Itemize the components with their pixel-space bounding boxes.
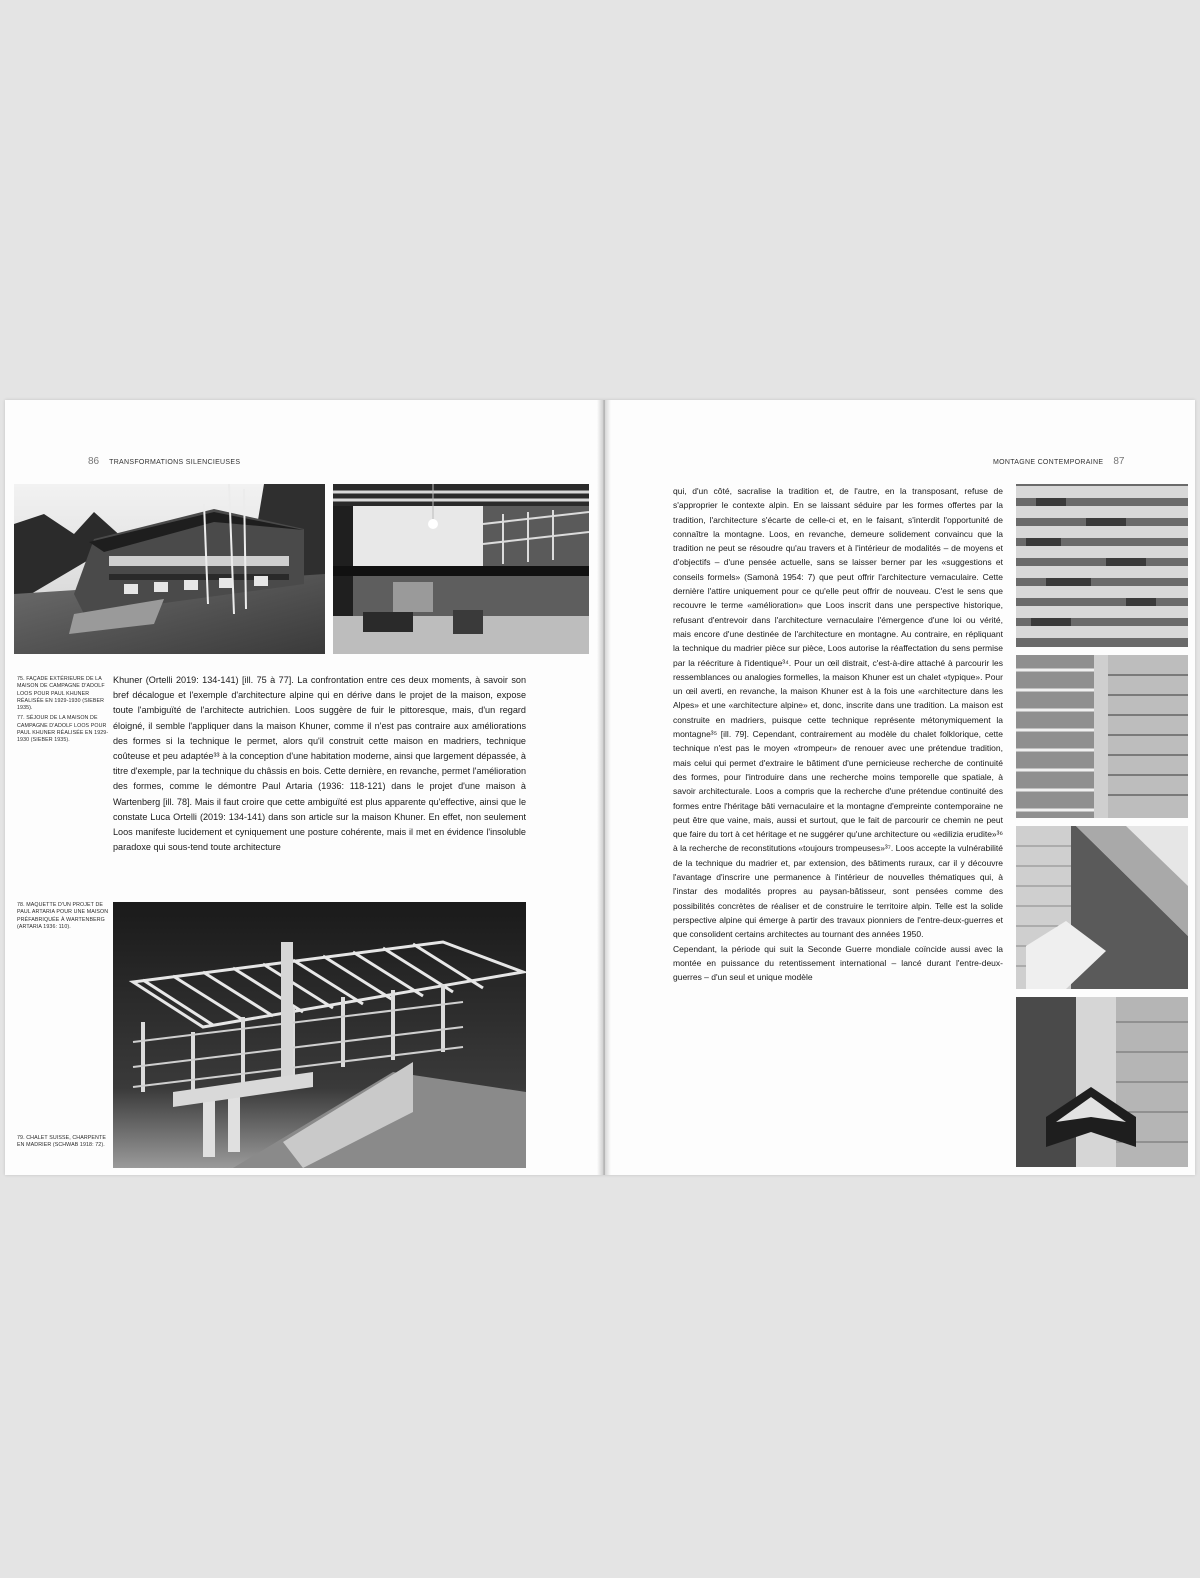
left-running-head — [88, 456, 240, 467]
right-body-text — [673, 484, 1003, 984]
captions-upper — [17, 676, 109, 748]
book-spread — [5, 400, 1195, 1175]
photo-chalet-interior — [333, 484, 589, 654]
caption-ill-78-block — [17, 902, 109, 934]
left-body-paragraph: Khuner (Ortelli 2019: 134-141) [ill. 75 à 77]. La confrontation entre ces deux moments, à savoir son bref décalogue et l'exemple d'architecture alpine qui en dérive dans le projet de la maison, expose toute l'ambiguïté de l'architecte autrichien. Loos suggère de fuir le pittoresque, mais, d'un regard éloigné, il semble l'appliquer dans la maison Khuner, comme il n'est pas contraire aux améliorations des formes si la technique le permet, alors qu'il construit cette maison en madriers, technique coûteuse et peu adaptée³³ à la conception d'une habitation moderne, ainsi que largement dépassée, à titre d'exemple, par la technique du châssis en bois. Cette dernière, en revanche, permet l'amélioration des formes, comme le démontre Paul Artaria (1936: 118-121) dans le projet d'une maison à Wartenberg [ill. 78]. Mais il faut croire que cette ambiguïté est plus apparente qu'effective, ainsi que le constate Luca Ortelli (2019: 134-141) dans son article sur la maison Khuner. En effet, non seulement Loos manifeste lucidement et cyniquement une posture cohérente, mais il met en évidence l'insoluble paradoxe qui sous-tend toute architecture — [113, 675, 526, 853]
book-gutter — [597, 400, 611, 1175]
right-page-number: 87 — [1113, 456, 1125, 467]
caption-ill-77: 77. SÉJOUR DE LA MAISON DE CAMPAGNE D'ADOLF LOOS POUR PAUL KHUNER RÉALISÉE EN 1929-1930 (SIEBER 1935). — [17, 715, 109, 744]
caption-ill-79-block — [17, 1135, 109, 1153]
photo-log-corner-4 — [1016, 997, 1188, 1167]
right-running-head — [993, 456, 1124, 467]
photo-log-corner-2 — [1016, 655, 1188, 818]
photo-chalet-exterior — [14, 484, 325, 654]
photo-artaria-model — [113, 902, 526, 1168]
caption-ill-78: 78. MAQUETTE D'UN PROJET DE PAUL ARTARIA POUR UNE MAISON PRÉFABRIQUÉE À WARTENBERG (ARTARIA 1936: 110). — [17, 902, 109, 930]
right-body-paragraph-1: qui, d'un côté, sacralise la tradition et, de l'autre, en la transposant, refuse de s'approprier le contexte alpin. En se laissant séduire par les formes offertes par la tradition, l'architecture s'écarte de celle-ci et, en le faisant, s'interdit l'opportunité de connaître la montagne. Loos, en revanche, demeure solidement convaincu que la tradition ne peut se résoudre qu'au travers et à l'intérieur de modalités – de moyens et d'objectifs – d'une pensée actuelle, sans se laisser berner par les «suggestions et conseils formels» (Samonà 1954: 7) que peut offrir l'architecture vernaculaire. Cette dernière l'attire uniquement pour ce qu'elle peut offrir de nouveau. C'est le sens que recouvre le terme «amélioration» que Loos inscrit dans une perspective historique, refusant d'entrevoir dans l'architecture vernaculaire l'émergence d'une loi ou vérité, mais encore d'une destinée de l'architecture en montagne. Au contraire, en répliquant la technique du madrier pièce sur pièce, Loos autorise la réaffectation du sens permise par la réécriture à l'identique³⁴. Pour un œil distrait, c'est-à-dire attaché à parcourir les ressemblances ou analogies formelles, la maison Khuner est un chalet «typique». Pour un œil averti, en revanche, la maison Khuner est à la fois une «architecture dans les Alpes» et une «architecture alpine» et, donc, inscrite dans une tradition. La maison est construite en madriers, puisque cette technique représente métonymiquement la montagne³⁵ [ill. 79]. Cependant, contrairement au modèle du chalet folklorique, cette technique n'est pas le moyen «trompeur» de renouer avec une prétendue tradition, mais celui qui permet d'extraire le bâtiment d'une pernicieuse recherche de continuité des formes, pour l'introduire dans une recherche moins temporelle que spatiale, à savoir architecturale. Loos a compris que la recherche d'une prétendue continuité des formes entre l'héritage bâti vernaculaire et la montagne d'empreinte contemporaine ne peut être que vaine, mais, aussi et surtout, que le fait de parcourir ce chemin ne peut que faire du tort à cet héritage et ne suggérer qu'une architecture ou «edilizia erudite»³⁶ à la recherche de reconstitutions «toujours trompeuses»³⁷. Loos accepte la vulnérabilité de la technique du madrier et, par extension, des bâtiments ruraux, car il y découvre l'avantage d'inscrire une permanence à l'intérieur de nouvelles thématiques qui, à l'instar des modalités propres au paysan-bâtisseur, sont pensées comme des possibilités concrètes de réaliser et de construire le territoire alpin. Telle est la solide perspective alpine qui émerge à partir des travaux pionniers de l'entre-deux-guerres et que consolident certains architectes au tournant des années 1950. — [673, 486, 1003, 940]
left-page-number: 86 — [88, 456, 100, 467]
left-body-text — [113, 673, 526, 855]
caption-ill-79: 79. CHALET SUISSE, CHARPENTE EN MADRIER (SCHWAB 1918: 72). — [17, 1135, 106, 1149]
photo-log-corner-1 — [1016, 484, 1188, 647]
right-body-paragraph-2: Cependant, la période qui suit la Seconde Guerre mondiale coïncide aussi avec la montée en puissance du retentissement international – lancé durant l'entre-deux-guerres – d'un seul et unique modèle — [673, 943, 1003, 983]
right-running-title: MONTAGNE CONTEMPORAINE — [993, 459, 1104, 466]
caption-ill-75: 75. FAÇADE EXTÉRIEURE DE LA MAISON DE CAMPAGNE D'ADOLF LOOS POUR PAUL KHUNER RÉALISÉE EN 1929-1930 (SIEBER 1935). — [17, 676, 105, 712]
photo-log-corner-3 — [1016, 826, 1188, 989]
left-running-title: TRANSFORMATIONS SILENCIEUSES — [109, 459, 241, 466]
